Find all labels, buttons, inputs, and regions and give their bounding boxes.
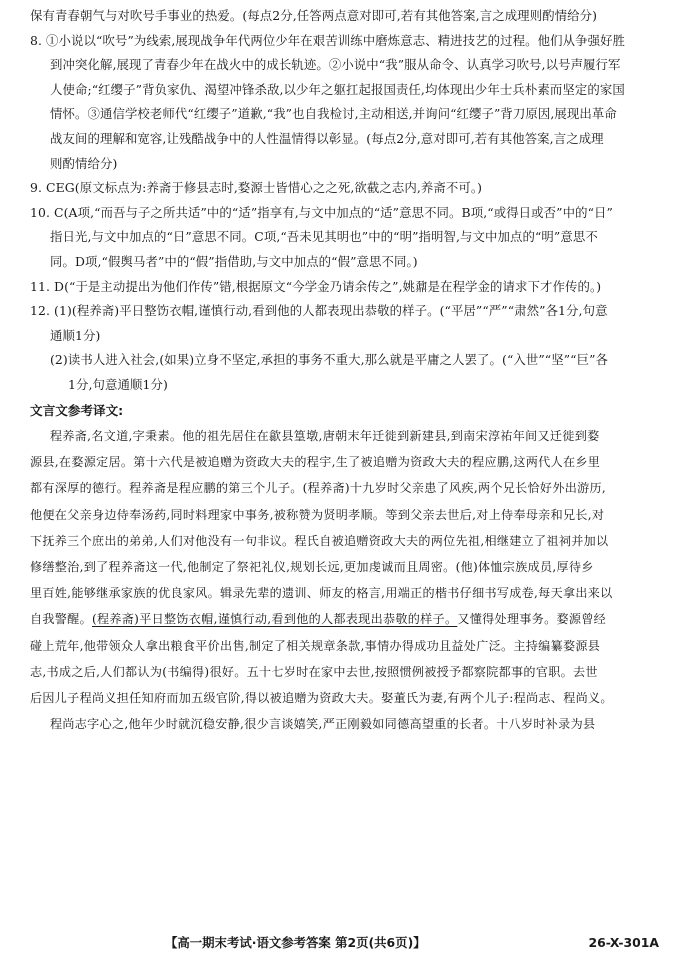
page-footer [0, 932, 677, 954]
answer-9-line: 9. CEG(原文标点为:养斋于修县志时,婺源士皆惜心之之死,欲截之志内,养斋不可。) [30, 180, 483, 196]
translation-text: 自我警醒。 [30, 612, 92, 627]
answer-10-line: 同。D项,“假舆马者”中的“假”指借助,与文中加点的“假”意思不同。) [50, 253, 418, 269]
translation-line: 志,书成之后,人们都认为(书编得)很好。五十七岁时在家中去世,按照惯例被授予都察院都事的官职。去世 [30, 664, 598, 679]
answer-11-line: 11. D(“于是主动提出为他们作传”错,根据原文“今学金乃请余传之”,姚鼐是在程学金的请求下才作传的。) [30, 278, 602, 294]
answer-8-line: 到冲突化解,展现了青春少年在战火中的成长轨迹。②小说中“我”服从命令、认真学习吹号,以号声履行军 [50, 57, 621, 73]
answer-10-line: 指日光,与文中加点的“日”意思不同。C项,“吾未见其明也”中的“明”指明智,与文中加点的“明”意思不 [50, 229, 598, 245]
translation-line: 里百姓,能够继承家族的优良家风。辑录先辈的遗训、师友的格言,用端正的楷书仔细书写成卷,每天拿出来以 [30, 586, 613, 601]
translation-line [30, 606, 658, 632]
footer-title: 【高一期末考试·语文参考答案 第2页(共6页)】 [165, 935, 426, 950]
translation-text: 又懂得处理事务。婺源曾经 [457, 612, 607, 627]
translation-line: 源县,在婺源定居。第十六代是被追赠为资政大夫的程宇,生了被追赠为资政大夫的程应鹏,这两代人在乡里 [30, 455, 601, 470]
answer-12-line: 1分,句意通顺1分) [68, 376, 168, 392]
answer-8-line: 8. ①小说以“吹号”为线索,展现战争年代两位少年在艰苦训练中磨炼意志、精进技艺的过程。他们从争强好胜 [30, 32, 626, 48]
answer-8-line: 情怀。③通信学校老师代“红缨子”道歉,“我”也自我检讨,主动相送,并询问“红缨子”背刀原因,展现出革命 [50, 106, 617, 122]
translation-line: 程养斋,名文道,字秉素。他的祖先居住在歙县篁墩,唐朝末年迁徙到新建县,到南宋淳祐年间又迁徙到婺 [50, 429, 600, 444]
answer-12-line: 12. (1)(程养斋)平日整饬衣帽,谨慎行动,看到他的人都表现出恭敬的样子。(“平居”“严”“肃然”各1分,句意 [30, 303, 608, 319]
translation-line: 下抚养三个庶出的弟弟,人们对他没有一句非议。程氏自被追赠资政大夫的两位先祖,相继建立了祖祠并加以 [30, 533, 609, 548]
translation-line: 修缮整治,到了程养斋这一代,他制定了祭祀礼仪,规划长远,更加虔诚而且周密。(他)体恤宗族成员,厚待乡 [30, 560, 594, 575]
answer-8-line: 则酌情给分) [50, 155, 118, 171]
answer-content [30, 4, 658, 737]
answer-10-line: 10. C(A项,“而吾与子之所共适”中的“适”指享有,与文中加点的“适”意思不同。B项,“或得日或否”中的“日” [30, 204, 613, 220]
answer-8-line: 战友间的理解和宽容,让残酷战争中的人性温情得以彰显。(每点2分,意对即可,若有其他答案,言之成理 [50, 130, 604, 146]
answer-12-line: 通顺1分) [50, 327, 101, 343]
translation-line: 碰上荒年,他带领众人拿出粮食平价出售,制定了相关规章条款,事情办得成功且益处广泛。主持编纂婺源县 [30, 638, 601, 653]
translation-line: 都有深厚的德行。程养斋是程应鹏的第三个儿子。(程养斋)十九岁时父亲患了风疾,两个兄长恰好外出游历, [30, 481, 607, 496]
translation-line: 后因儿子程尚义担任知府而加五级官阶,得以被追赠为资政大夫。娶董氏为妻,有两个儿子:程尚志、程尚义。 [30, 690, 613, 705]
answer-line: 保有青春朝气与对吹号手事业的热爱。(每点2分,任答两点意对即可,若有其他答案,言之成理则酌情给分) [30, 8, 598, 23]
footer-code: 26-X-301A [588, 935, 659, 950]
translation-line: 他便在父亲身边侍奉汤药,同时料理家中事务,被称赞为贤明孝顺。等到父亲去世后,对上侍奉母亲和兄长,对 [30, 507, 605, 522]
translation-section-title: 文言文参考译文: [30, 402, 124, 418]
underlined-sentence: (程养斋)平日整饬衣帽,谨慎行动,看到他的人都表现出恭敬的样子。 [91, 612, 458, 627]
translation-line: 程尚志字心之,他年少时就沉稳安静,很少言谈嬉笑,严正刚毅如同德高望重的长者。十八岁时补录为县 [50, 717, 596, 732]
answer-12-line: (2)读书人进入社会,(如果)立身不坚定,承担的事务不重大,那么就是平庸之人罢了。(“入世”“坚”“巨”各 [50, 352, 609, 368]
answer-8-line: 人使命;“红缨子”背负家仇、渴望冲锋杀敌,以少年之躯扛起报国责任,均体现出少年士兵朴素而坚定的家国 [50, 81, 625, 97]
